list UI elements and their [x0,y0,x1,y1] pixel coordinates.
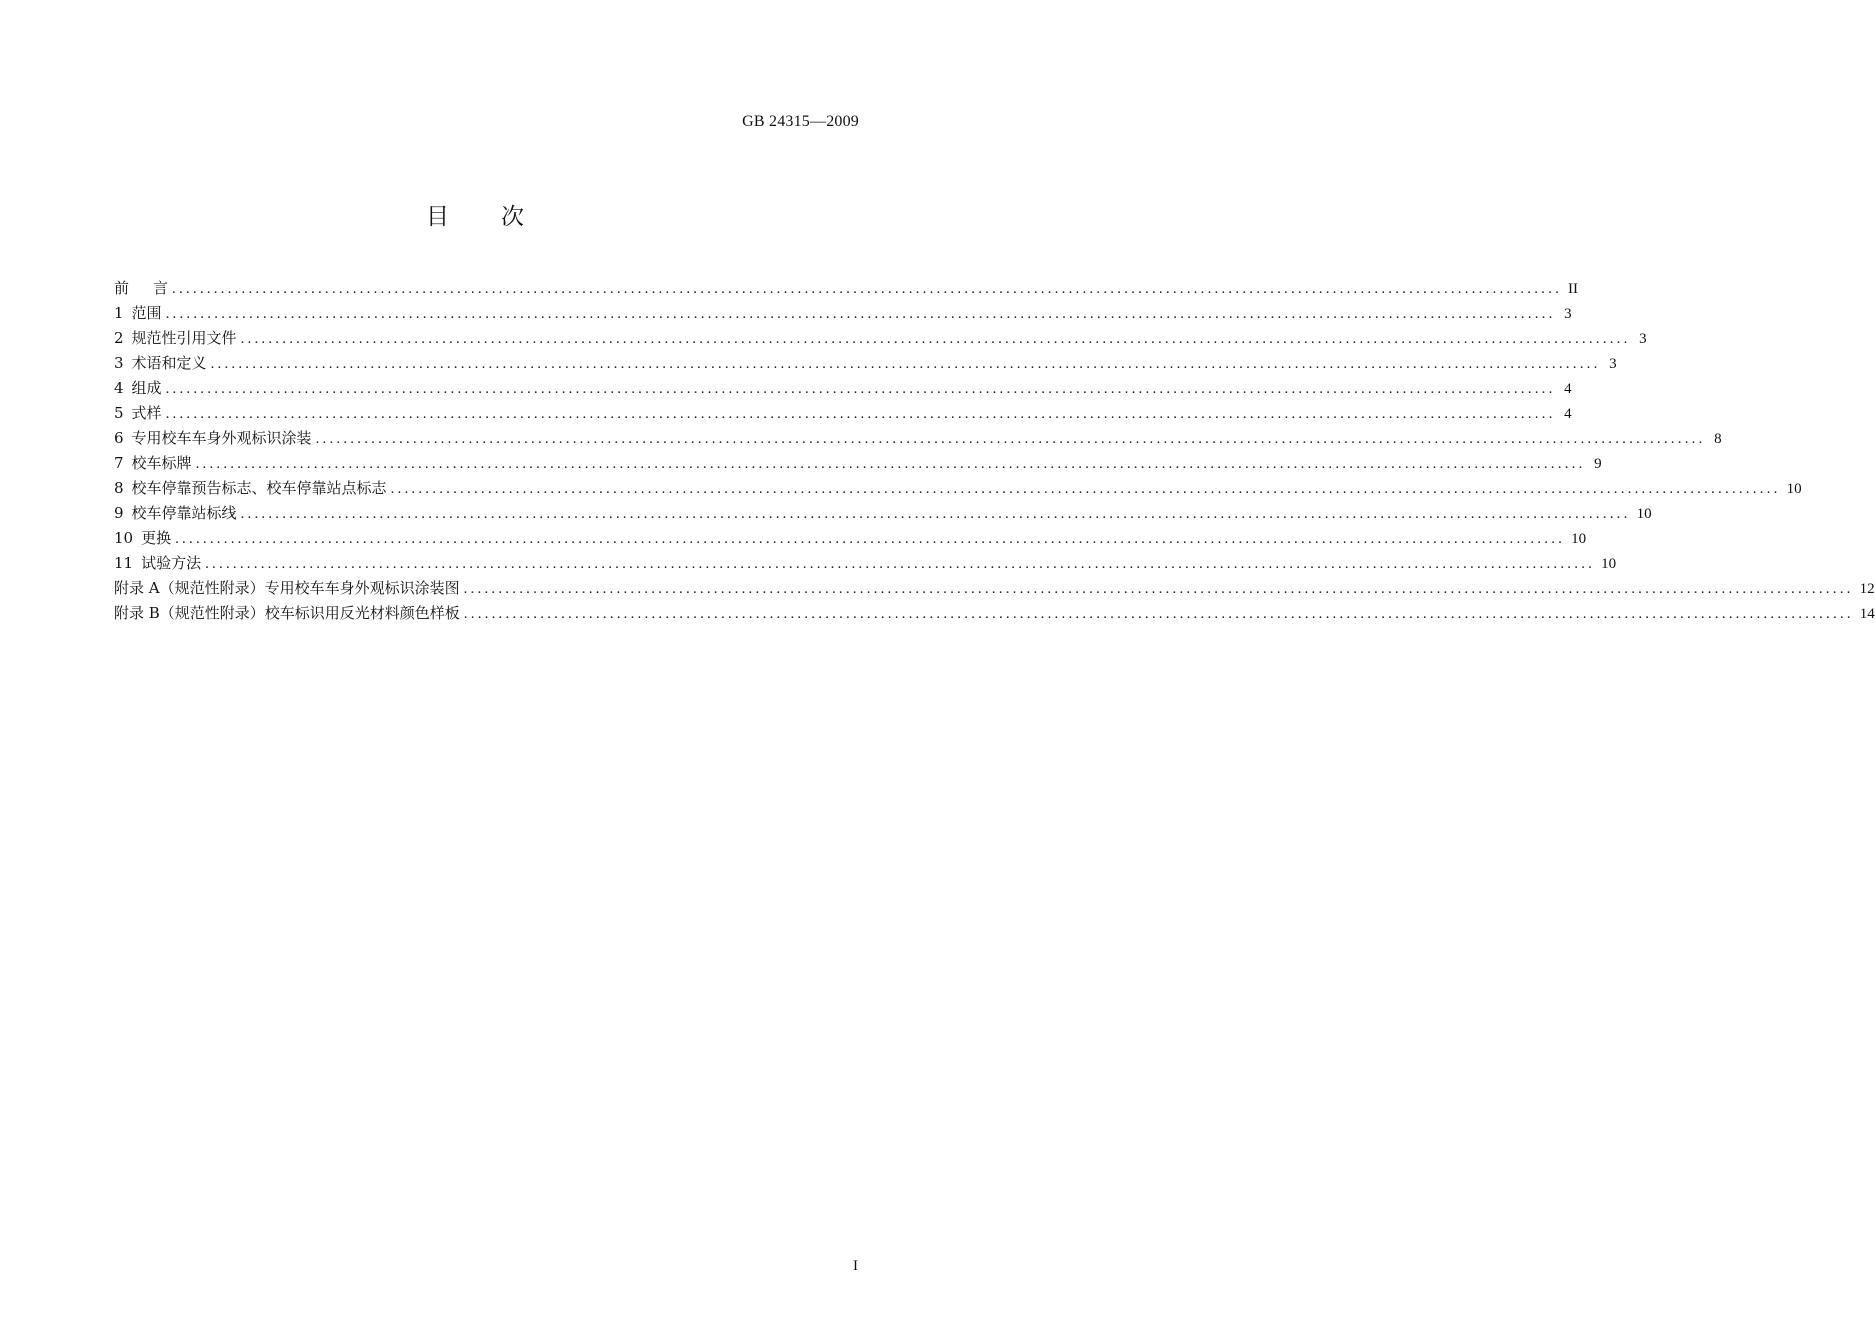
toc-entry-11[interactable] [114,551,1617,576]
toc-entry-8[interactable] [114,476,1802,501]
toc-entry-page: 3 [1639,331,1647,347]
toc-entry-page: 10 [1786,481,1802,497]
toc-entry-page: 8 [1714,431,1722,447]
toc-leader-dots: ........................................................................................................................................................................................................ [165,406,1556,422]
toc-entry-5[interactable] [114,401,1572,426]
toc-entry-label: 5 式样 [114,404,162,422]
toc-entry-6[interactable] [114,426,1722,451]
toc-leader-dots: ........................................................................................................................................................................................................ [240,506,1631,522]
toc-entry-label: 附录 B（规范性附录）校车标识用反光材料颜色样板 [114,604,460,622]
toc-entry-label: 10 更换 [114,529,172,547]
toc-entry-page: II [1568,281,1579,297]
toc-entry-page: 10 [1571,531,1587,547]
toc-entry-page: 10 [1601,556,1617,572]
toc-entry-label: 7 校车标牌 [114,454,192,472]
toc-leader-dots: ........................................................................................................................................................................................................ [205,556,1596,572]
toc-leader-dots: ........................................................................................................................................................................................................ [240,331,1631,347]
toc-leader-dots: ........................................................................................................................................................................................................ [463,581,1854,597]
toc-entry-page: 4 [1564,406,1572,422]
toc-entry-page: 4 [1564,381,1572,397]
toc-entry-10[interactable] [114,526,1587,551]
toc-entry-page: 9 [1594,456,1602,472]
toc-leader-dots: ........................................................................................................................................................................................................ [175,531,1566,547]
toc-entry-page: 14 [1859,606,1875,622]
toc-entry-label: 4 组成 [114,379,162,397]
toc-entry-3[interactable] [114,351,1617,376]
toc-entry-2[interactable] [114,326,1647,351]
toc-entry-label: 附录 A（规范性附录）专用校车车身外观标识涂装图 [114,579,460,597]
toc-entry-label: 1 范围 [114,304,162,322]
toc-leader-dots: ........................................................................................................................................................................................................ [210,356,1601,372]
toc-title [0,198,950,231]
toc-entry-label: 8 校车停靠预告标志、校车停靠站点标志 [114,479,387,497]
toc-entry-9[interactable] [114,501,1652,526]
toc-leader-dots: ........................................................................................................................................................................................................ [165,306,1556,322]
toc-leader-dots: ........................................................................................................................................................................................................ [390,481,1781,497]
toc-leader-dots: ........................................................................................................................................................................................................ [195,456,1586,472]
toc-entry-label: 3 术语和定义 [114,354,207,372]
toc-entry-7[interactable] [114,451,1602,476]
toc-entry-page: 12 [1859,581,1875,597]
toc-entry-label: 6 专用校车车身外观标识涂装 [114,429,312,447]
toc-leader-dots: ........................................................................................................................................................................................................ [463,606,1854,622]
standard-number: GB 24315—2009 [742,113,859,130]
toc-title-char-1: 目 [426,204,449,230]
toc-entry-label: 前 言 [114,279,169,297]
toc-leader-dots: ........................................................................................................................................................................................................ [165,381,1556,397]
toc-entry-label: 2 规范性引用文件 [114,329,237,347]
page-number: I [853,1258,858,1274]
toc-leader-dots: ........................................................................................................................................................................................................ [315,431,1706,447]
toc-entry-page: 10 [1636,506,1652,522]
toc-entry-foreword[interactable] [114,276,1579,301]
toc-entry-annex-b[interactable] [114,601,1875,626]
toc-title-char-2: 次 [501,204,524,230]
toc-entry-1[interactable] [114,301,1572,326]
toc-leader-dots: ........................................................................................................................................................................................................ [172,281,1563,297]
toc-entry-label: 9 校车停靠站标线 [114,504,237,522]
toc-entry-page: 3 [1609,356,1617,372]
toc-entry-label: 11 试验方法 [114,554,202,572]
toc-entry-4[interactable] [114,376,1572,401]
toc-entry-page: 3 [1564,306,1572,322]
toc-entry-annex-a[interactable] [114,576,1875,601]
table-of-contents [114,276,1875,626]
